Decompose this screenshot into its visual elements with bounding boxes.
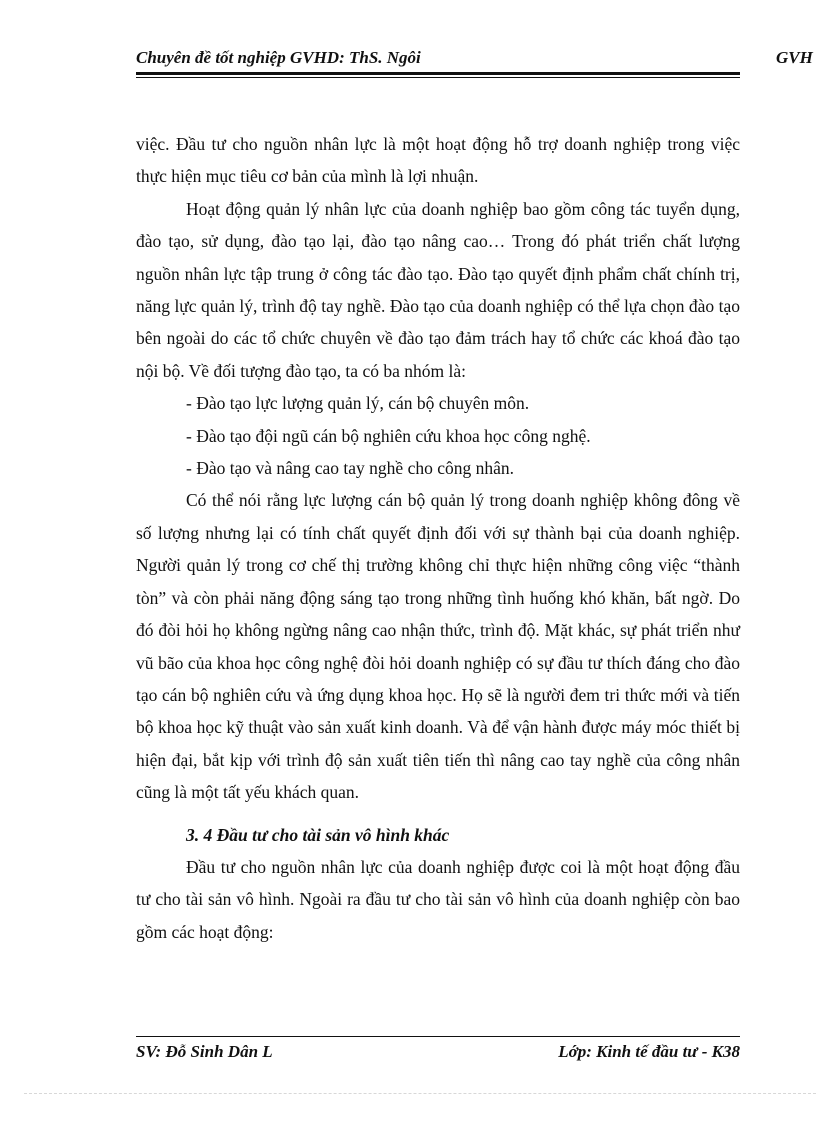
section-heading: 3. 4 Đầu tư cho tài sản vô hình khác [186,824,450,845]
paragraph-continuation: việc. Đầu tư cho nguồn nhân lực là một hoạt động hỗ trợ doanh nghiệp trong việc thực hiện mục tiêu cơ bản của mình là lợi nhuận. [136,134,740,187]
page-header [136,48,816,70]
footer-student: SV: Đỗ Sinh Dân L [136,1042,273,1061]
header-title-overflow: GVH [776,48,813,67]
page-break-line [24,1093,816,1094]
document-body [136,128,740,948]
bullet-item: - Đào tạo và nâng cao tay nghề cho công nhân. [186,458,515,479]
footer-rule [136,1036,740,1037]
footer-class: Lớp: Kinh tế đầu tư - K38 [558,1042,740,1061]
paragraph-training-overview: Hoạt động quản lý nhân lực của doanh nghiệp bao gồm công tác tuyển dụng, đào tạo, sử dụng, đào tạo lại, đào tạo nâng cao… Trong đó phát triển chất lượng nguồn nhân lực tập trung ở công tác đào tạo. Đào tạo quyết định phẩm chất chính trị, năng lực quản lý, trình độ tay nghề. Đào tạo của doanh nghiệp có thể lựa chọn đào tạo bên ngoài do các tổ chức chuyên về đào tạo đảm trách hay tổ chức các khoá đào tạo nội bộ. Về đối tượng đào tạo, ta có ba nhóm là: [136,198,740,381]
bullet-item: - Đào tạo đội ngũ cán bộ nghiên cứu khoa học công nghệ. [186,425,591,446]
paragraph-intangible-assets: Đầu tư cho nguồn nhân lực của doanh nghiệp được coi là một hoạt động đầu tư cho tài sản vô hình. Ngoài ra đầu tư cho tài sản vô hình của doanh nghiệp còn bao gồm các hoạt động: [136,856,740,942]
header-rule-thick [136,72,740,75]
header-title: Chuyên đề tốt nghiệp GVHD: ThS. Ngôi [136,48,421,67]
bullet-item: - Đào tạo lực lượng quản lý, cán bộ chuyên môn. [186,393,530,414]
paragraph-management-staff: Có thể nói rằng lực lượng cán bộ quản lý trong doanh nghiệp không đông về số lượng nhưng lại có tính chất quyết định đối với sự thành bại của doanh nghiệp. Người quản lý trong cơ chế thị trường không chỉ thực hiện những công việc “thành tòn” và còn phải năng động sáng tạo trong những tình huống khó khăn, bất ngờ. Do đó đòi hỏi họ không ngừng nâng cao nhận thức, trình độ. Mặt khác, sự phát triển như vũ bão của khoa học công nghệ đòi hỏi doanh nghiệp có sự đầu tư thích đáng cho đào tạo cán bộ nghiên cứu và ứng dụng khoa học. Họ sẽ là người đem tri thức mới và tiến bộ khoa học kỹ thuật vào sản xuất kinh doanh. Và để vận hành được máy móc thiết bị hiện đại, bắt kịp với trình độ sản xuất tiên tiến thì nâng cao tay nghề của công nhân cũng là một tất yếu khách quan. [136,490,740,803]
header-rule-thin [136,77,740,78]
page-footer [136,1042,740,1066]
